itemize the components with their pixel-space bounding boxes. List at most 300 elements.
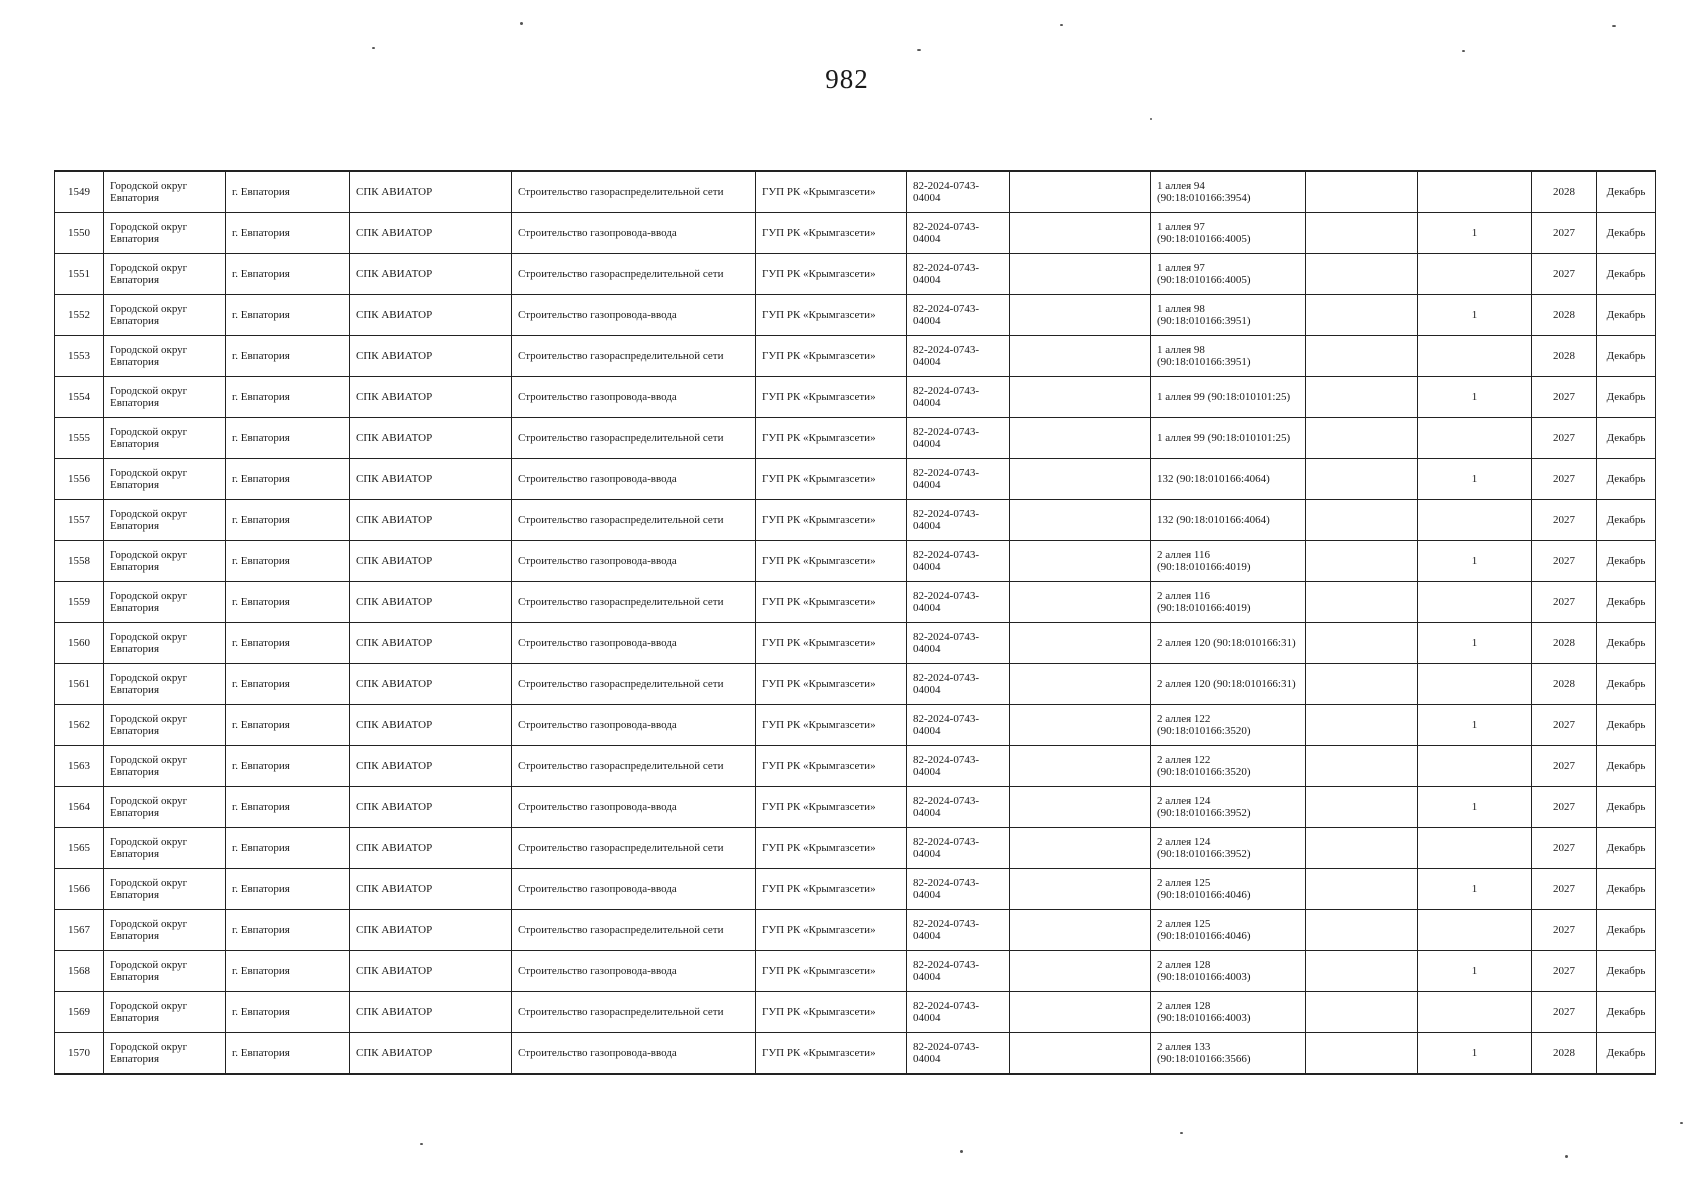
scan-speck <box>1060 24 1063 26</box>
cell-municipality: Городской округ Евпатория <box>104 992 226 1033</box>
cell-consumer: СПК АВИАТОР <box>350 500 512 541</box>
cell-organization: ГУП РК «Крымгазсети» <box>756 1033 907 1075</box>
cell-consumer: СПК АВИАТОР <box>350 377 512 418</box>
cell-locality: г. Евпатория <box>226 336 350 377</box>
cell-month: Декабрь <box>1597 910 1656 951</box>
cell-municipality: Городской округ Евпатория <box>104 541 226 582</box>
cell-col10 <box>1306 828 1418 869</box>
scan-speck <box>917 49 921 51</box>
cell-address: 2 аллея 116 (90:18:010166:4019) <box>1151 541 1306 582</box>
scan-speck <box>420 1143 423 1145</box>
cell-organization: ГУП РК «Крымгазсети» <box>756 746 907 787</box>
cell-col10 <box>1306 951 1418 992</box>
cell-consumer: СПК АВИАТОР <box>350 623 512 664</box>
page-number: 982 <box>825 64 869 94</box>
cell-locality: г. Евпатория <box>226 541 350 582</box>
cell-municipality: Городской округ Евпатория <box>104 623 226 664</box>
cell-work: Строительство газопровода-ввода <box>512 1033 756 1075</box>
cell-program: 82-2024-0743-04004 <box>907 623 1010 664</box>
cell-month: Декабрь <box>1597 992 1656 1033</box>
cell-work: Строительство газораспределительной сети <box>512 746 756 787</box>
cell-work: Строительство газопровода-ввода <box>512 787 756 828</box>
cell-num: 1570 <box>55 1033 104 1075</box>
cell-col10 <box>1306 459 1418 500</box>
table-row <box>55 705 1656 746</box>
cell-organization: ГУП РК «Крымгазсети» <box>756 951 907 992</box>
cell-program: 82-2024-0743-04004 <box>907 664 1010 705</box>
cell-municipality: Городской округ Евпатория <box>104 910 226 951</box>
cell-address: 132 (90:18:010166:4064) <box>1151 459 1306 500</box>
cell-num: 1567 <box>55 910 104 951</box>
cell-consumer: СПК АВИАТОР <box>350 213 512 254</box>
table-row <box>55 541 1656 582</box>
cell-program: 82-2024-0743-04004 <box>907 295 1010 336</box>
cell-organization: ГУП РК «Крымгазсети» <box>756 541 907 582</box>
cell-year: 2027 <box>1532 377 1597 418</box>
cell-col8 <box>1010 582 1151 623</box>
cell-locality: г. Евпатория <box>226 869 350 910</box>
cell-month: Декабрь <box>1597 664 1656 705</box>
cell-program: 82-2024-0743-04004 <box>907 828 1010 869</box>
cell-year: 2027 <box>1532 869 1597 910</box>
cell-program: 82-2024-0743-04004 <box>907 377 1010 418</box>
scan-speck <box>1462 50 1465 52</box>
cell-organization: ГУП РК «Крымгазсети» <box>756 705 907 746</box>
cell-address: 2 аллея 120 (90:18:010166:31) <box>1151 623 1306 664</box>
cell-col10 <box>1306 171 1418 213</box>
scan-speck <box>1565 1155 1568 1158</box>
cell-address: 1 аллея 99 (90:18:010101:25) <box>1151 377 1306 418</box>
table-row <box>55 418 1656 459</box>
cell-consumer: СПК АВИАТОР <box>350 951 512 992</box>
cell-num: 1569 <box>55 992 104 1033</box>
cell-count <box>1418 582 1532 623</box>
cell-address: 1 аллея 98 (90:18:010166:3951) <box>1151 295 1306 336</box>
cell-year: 2028 <box>1532 171 1597 213</box>
cell-locality: г. Евпатория <box>226 254 350 295</box>
cell-locality: г. Евпатория <box>226 1033 350 1075</box>
cell-year: 2027 <box>1532 992 1597 1033</box>
cell-work: Строительство газопровода-ввода <box>512 213 756 254</box>
cell-month: Декабрь <box>1597 787 1656 828</box>
cell-locality: г. Евпатория <box>226 582 350 623</box>
cell-program: 82-2024-0743-04004 <box>907 500 1010 541</box>
cell-work: Строительство газораспределительной сети <box>512 336 756 377</box>
cell-program: 82-2024-0743-04004 <box>907 541 1010 582</box>
cell-count <box>1418 171 1532 213</box>
cell-consumer: СПК АВИАТОР <box>350 1033 512 1075</box>
cell-count <box>1418 336 1532 377</box>
cell-year: 2027 <box>1532 951 1597 992</box>
cell-col8 <box>1010 910 1151 951</box>
cell-consumer: СПК АВИАТОР <box>350 254 512 295</box>
cell-col10 <box>1306 1033 1418 1075</box>
cell-col8 <box>1010 254 1151 295</box>
cell-consumer: СПК АВИАТОР <box>350 541 512 582</box>
cell-year: 2027 <box>1532 459 1597 500</box>
cell-col10 <box>1306 500 1418 541</box>
cell-num: 1565 <box>55 828 104 869</box>
cell-count: 1 <box>1418 623 1532 664</box>
cell-col10 <box>1306 869 1418 910</box>
cell-municipality: Городской округ Евпатория <box>104 705 226 746</box>
cell-organization: ГУП РК «Крымгазсети» <box>756 254 907 295</box>
cell-count: 1 <box>1418 213 1532 254</box>
cell-address: 2 аллея 128 (90:18:010166:4003) <box>1151 951 1306 992</box>
scan-speck <box>1150 118 1152 120</box>
cell-locality: г. Евпатория <box>226 910 350 951</box>
table-row <box>55 869 1656 910</box>
scan-speck <box>1180 1132 1183 1134</box>
cell-work: Строительство газораспределительной сети <box>512 992 756 1033</box>
cell-num: 1555 <box>55 418 104 459</box>
cell-municipality: Городской округ Евпатория <box>104 869 226 910</box>
table-row <box>55 171 1656 213</box>
cell-col8 <box>1010 828 1151 869</box>
cell-work: Строительство газопровода-ввода <box>512 459 756 500</box>
cell-month: Декабрь <box>1597 213 1656 254</box>
cell-work: Строительство газопровода-ввода <box>512 377 756 418</box>
cell-col10 <box>1306 787 1418 828</box>
cell-work: Строительство газораспределительной сети <box>512 418 756 459</box>
cell-consumer: СПК АВИАТОР <box>350 787 512 828</box>
cell-work: Строительство газораспределительной сети <box>512 254 756 295</box>
cell-locality: г. Евпатория <box>226 664 350 705</box>
cell-address: 1 аллея 94 (90:18:010166:3954) <box>1151 171 1306 213</box>
cell-count <box>1418 992 1532 1033</box>
cell-locality: г. Евпатория <box>226 623 350 664</box>
cell-count <box>1418 254 1532 295</box>
table-row <box>55 582 1656 623</box>
cell-year: 2027 <box>1532 582 1597 623</box>
cell-municipality: Городской округ Евпатория <box>104 377 226 418</box>
cell-consumer: СПК АВИАТОР <box>350 582 512 623</box>
scan-speck <box>520 22 523 25</box>
cell-program: 82-2024-0743-04004 <box>907 213 1010 254</box>
cell-program: 82-2024-0743-04004 <box>907 459 1010 500</box>
table-row <box>55 664 1656 705</box>
cell-num: 1566 <box>55 869 104 910</box>
cell-work: Строительство газораспределительной сети <box>512 500 756 541</box>
cell-consumer: СПК АВИАТОР <box>350 869 512 910</box>
cell-municipality: Городской округ Евпатория <box>104 1033 226 1075</box>
cell-consumer: СПК АВИАТОР <box>350 910 512 951</box>
cell-work: Строительство газораспределительной сети <box>512 582 756 623</box>
cell-locality: г. Евпатория <box>226 787 350 828</box>
table-row <box>55 459 1656 500</box>
cell-municipality: Городской округ Евпатория <box>104 336 226 377</box>
cell-address: 2 аллея 116 (90:18:010166:4019) <box>1151 582 1306 623</box>
cell-municipality: Городской округ Евпатория <box>104 500 226 541</box>
cell-locality: г. Евпатория <box>226 705 350 746</box>
cell-locality: г. Евпатория <box>226 295 350 336</box>
cell-col8 <box>1010 746 1151 787</box>
cell-col8 <box>1010 541 1151 582</box>
table-row <box>55 1033 1656 1075</box>
scan-speck <box>1612 25 1616 27</box>
cell-program: 82-2024-0743-04004 <box>907 992 1010 1033</box>
register-table <box>54 170 1656 1075</box>
cell-year: 2027 <box>1532 213 1597 254</box>
cell-month: Декабрь <box>1597 1033 1656 1075</box>
cell-count <box>1418 746 1532 787</box>
cell-organization: ГУП РК «Крымгазсети» <box>756 171 907 213</box>
cell-month: Декабрь <box>1597 541 1656 582</box>
cell-address: 1 аллея 97 (90:18:010166:4005) <box>1151 254 1306 295</box>
cell-col10 <box>1306 541 1418 582</box>
cell-col10 <box>1306 910 1418 951</box>
cell-address: 1 аллея 98 (90:18:010166:3951) <box>1151 336 1306 377</box>
cell-col8 <box>1010 171 1151 213</box>
cell-count: 1 <box>1418 459 1532 500</box>
cell-year: 2027 <box>1532 787 1597 828</box>
cell-col10 <box>1306 377 1418 418</box>
cell-year: 2028 <box>1532 1033 1597 1075</box>
cell-address: 2 аллея 122 (90:18:010166:3520) <box>1151 705 1306 746</box>
cell-month: Декабрь <box>1597 418 1656 459</box>
cell-municipality: Городской округ Евпатория <box>104 828 226 869</box>
cell-organization: ГУП РК «Крымгазсети» <box>756 582 907 623</box>
cell-organization: ГУП РК «Крымгазсети» <box>756 213 907 254</box>
cell-program: 82-2024-0743-04004 <box>907 336 1010 377</box>
cell-locality: г. Евпатория <box>226 746 350 787</box>
cell-organization: ГУП РК «Крымгазсети» <box>756 500 907 541</box>
cell-count <box>1418 664 1532 705</box>
cell-municipality: Городской округ Евпатория <box>104 213 226 254</box>
cell-col10 <box>1306 664 1418 705</box>
cell-col10 <box>1306 336 1418 377</box>
cell-col10 <box>1306 746 1418 787</box>
cell-work: Строительство газораспределительной сети <box>512 828 756 869</box>
cell-program: 82-2024-0743-04004 <box>907 582 1010 623</box>
cell-count: 1 <box>1418 541 1532 582</box>
cell-count: 1 <box>1418 377 1532 418</box>
cell-program: 82-2024-0743-04004 <box>907 787 1010 828</box>
cell-program: 82-2024-0743-04004 <box>907 705 1010 746</box>
table-row <box>55 623 1656 664</box>
cell-address: 1 аллея 99 (90:18:010101:25) <box>1151 418 1306 459</box>
cell-work: Строительство газораспределительной сети <box>512 664 756 705</box>
cell-consumer: СПК АВИАТОР <box>350 336 512 377</box>
cell-num: 1554 <box>55 377 104 418</box>
cell-num: 1557 <box>55 500 104 541</box>
cell-work: Строительство газораспределительной сети <box>512 910 756 951</box>
cell-num: 1550 <box>55 213 104 254</box>
cell-count: 1 <box>1418 1033 1532 1075</box>
cell-municipality: Городской округ Евпатория <box>104 787 226 828</box>
cell-consumer: СПК АВИАТОР <box>350 705 512 746</box>
table-row <box>55 336 1656 377</box>
cell-organization: ГУП РК «Крымгазсети» <box>756 910 907 951</box>
cell-work: Строительство газопровода-ввода <box>512 623 756 664</box>
cell-municipality: Городской округ Евпатория <box>104 746 226 787</box>
cell-num: 1562 <box>55 705 104 746</box>
cell-month: Декабрь <box>1597 746 1656 787</box>
cell-municipality: Городской округ Евпатория <box>104 418 226 459</box>
cell-consumer: СПК АВИАТОР <box>350 746 512 787</box>
table-row <box>55 746 1656 787</box>
cell-program: 82-2024-0743-04004 <box>907 746 1010 787</box>
cell-num: 1558 <box>55 541 104 582</box>
table-row <box>55 500 1656 541</box>
cell-consumer: СПК АВИАТОР <box>350 828 512 869</box>
cell-year: 2028 <box>1532 295 1597 336</box>
cell-num: 1553 <box>55 336 104 377</box>
cell-col8 <box>1010 336 1151 377</box>
cell-program: 82-2024-0743-04004 <box>907 418 1010 459</box>
cell-col8 <box>1010 664 1151 705</box>
table-row <box>55 254 1656 295</box>
cell-organization: ГУП РК «Крымгазсети» <box>756 664 907 705</box>
scan-speck <box>1680 1122 1683 1124</box>
cell-col10 <box>1306 582 1418 623</box>
cell-locality: г. Евпатория <box>226 500 350 541</box>
cell-year: 2027 <box>1532 828 1597 869</box>
cell-col8 <box>1010 623 1151 664</box>
cell-address: 1 аллея 97 (90:18:010166:4005) <box>1151 213 1306 254</box>
cell-col8 <box>1010 213 1151 254</box>
cell-address: 2 аллея 128 (90:18:010166:4003) <box>1151 992 1306 1033</box>
table-body <box>55 171 1656 1074</box>
cell-col8 <box>1010 992 1151 1033</box>
cell-col10 <box>1306 295 1418 336</box>
cell-count <box>1418 500 1532 541</box>
cell-address: 2 аллея 124 (90:18:010166:3952) <box>1151 787 1306 828</box>
cell-consumer: СПК АВИАТОР <box>350 171 512 213</box>
cell-municipality: Городской округ Евпатория <box>104 459 226 500</box>
cell-col10 <box>1306 418 1418 459</box>
cell-year: 2028 <box>1532 664 1597 705</box>
cell-locality: г. Евпатория <box>226 951 350 992</box>
cell-municipality: Городской округ Евпатория <box>104 664 226 705</box>
cell-municipality: Городской округ Евпатория <box>104 254 226 295</box>
cell-count <box>1418 418 1532 459</box>
scan-speck <box>960 1150 963 1153</box>
cell-consumer: СПК АВИАТОР <box>350 459 512 500</box>
cell-work: Строительство газопровода-ввода <box>512 541 756 582</box>
cell-program: 82-2024-0743-04004 <box>907 910 1010 951</box>
cell-col8 <box>1010 500 1151 541</box>
cell-num: 1551 <box>55 254 104 295</box>
cell-organization: ГУП РК «Крымгазсети» <box>756 459 907 500</box>
cell-num: 1549 <box>55 171 104 213</box>
cell-month: Декабрь <box>1597 459 1656 500</box>
cell-organization: ГУП РК «Крымгазсети» <box>756 623 907 664</box>
cell-work: Строительство газопровода-ввода <box>512 869 756 910</box>
table-row <box>55 910 1656 951</box>
cell-municipality: Городской округ Евпатория <box>104 951 226 992</box>
cell-locality: г. Евпатория <box>226 377 350 418</box>
cell-locality: г. Евпатория <box>226 418 350 459</box>
cell-month: Декабрь <box>1597 336 1656 377</box>
cell-count <box>1418 910 1532 951</box>
cell-count: 1 <box>1418 295 1532 336</box>
cell-consumer: СПК АВИАТОР <box>350 418 512 459</box>
cell-consumer: СПК АВИАТОР <box>350 664 512 705</box>
cell-locality: г. Евпатория <box>226 213 350 254</box>
cell-num: 1564 <box>55 787 104 828</box>
cell-num: 1552 <box>55 295 104 336</box>
cell-year: 2028 <box>1532 623 1597 664</box>
cell-organization: ГУП РК «Крымгазсети» <box>756 336 907 377</box>
table-row <box>55 213 1656 254</box>
cell-col8 <box>1010 1033 1151 1075</box>
cell-municipality: Городской округ Евпатория <box>104 295 226 336</box>
cell-num: 1559 <box>55 582 104 623</box>
cell-col10 <box>1306 623 1418 664</box>
cell-col10 <box>1306 254 1418 295</box>
cell-address: 2 аллея 120 (90:18:010166:31) <box>1151 664 1306 705</box>
cell-month: Декабрь <box>1597 869 1656 910</box>
scan-speck <box>372 47 375 49</box>
cell-work: Строительство газопровода-ввода <box>512 295 756 336</box>
cell-program: 82-2024-0743-04004 <box>907 869 1010 910</box>
table-row <box>55 377 1656 418</box>
cell-organization: ГУП РК «Крымгазсети» <box>756 992 907 1033</box>
table-row <box>55 828 1656 869</box>
cell-col8 <box>1010 459 1151 500</box>
cell-locality: г. Евпатория <box>226 828 350 869</box>
cell-num: 1563 <box>55 746 104 787</box>
cell-month: Декабрь <box>1597 171 1656 213</box>
cell-year: 2027 <box>1532 418 1597 459</box>
cell-locality: г. Евпатория <box>226 171 350 213</box>
cell-address: 2 аллея 124 (90:18:010166:3952) <box>1151 828 1306 869</box>
cell-address: 132 (90:18:010166:4064) <box>1151 500 1306 541</box>
cell-organization: ГУП РК «Крымгазсети» <box>756 295 907 336</box>
cell-organization: ГУП РК «Крымгазсети» <box>756 418 907 459</box>
cell-num: 1556 <box>55 459 104 500</box>
cell-year: 2027 <box>1532 500 1597 541</box>
cell-col8 <box>1010 295 1151 336</box>
table-row <box>55 295 1656 336</box>
cell-month: Декабрь <box>1597 295 1656 336</box>
cell-count: 1 <box>1418 705 1532 746</box>
cell-month: Декабрь <box>1597 623 1656 664</box>
cell-month: Декабрь <box>1597 828 1656 869</box>
cell-month: Декабрь <box>1597 951 1656 992</box>
cell-organization: ГУП РК «Крымгазсети» <box>756 377 907 418</box>
cell-address: 2 аллея 133 (90:18:010166:3566) <box>1151 1033 1306 1075</box>
cell-organization: ГУП РК «Крымгазсети» <box>756 869 907 910</box>
cell-year: 2027 <box>1532 254 1597 295</box>
cell-locality: г. Евпатория <box>226 459 350 500</box>
cell-locality: г. Евпатория <box>226 992 350 1033</box>
cell-count <box>1418 828 1532 869</box>
cell-program: 82-2024-0743-04004 <box>907 171 1010 213</box>
cell-num: 1560 <box>55 623 104 664</box>
cell-program: 82-2024-0743-04004 <box>907 254 1010 295</box>
cell-program: 82-2024-0743-04004 <box>907 1033 1010 1075</box>
cell-col8 <box>1010 418 1151 459</box>
cell-month: Декабрь <box>1597 377 1656 418</box>
cell-count: 1 <box>1418 869 1532 910</box>
cell-work: Строительство газораспределительной сети <box>512 171 756 213</box>
cell-organization: ГУП РК «Крымгазсети» <box>756 787 907 828</box>
cell-consumer: СПК АВИАТОР <box>350 992 512 1033</box>
cell-col8 <box>1010 787 1151 828</box>
cell-col10 <box>1306 992 1418 1033</box>
cell-year: 2028 <box>1532 336 1597 377</box>
cell-address: 2 аллея 125 (90:18:010166:4046) <box>1151 869 1306 910</box>
cell-count: 1 <box>1418 951 1532 992</box>
cell-col8 <box>1010 705 1151 746</box>
cell-year: 2027 <box>1532 910 1597 951</box>
cell-month: Декабрь <box>1597 582 1656 623</box>
cell-organization: ГУП РК «Крымгазсети» <box>756 828 907 869</box>
cell-count: 1 <box>1418 787 1532 828</box>
cell-year: 2027 <box>1532 541 1597 582</box>
